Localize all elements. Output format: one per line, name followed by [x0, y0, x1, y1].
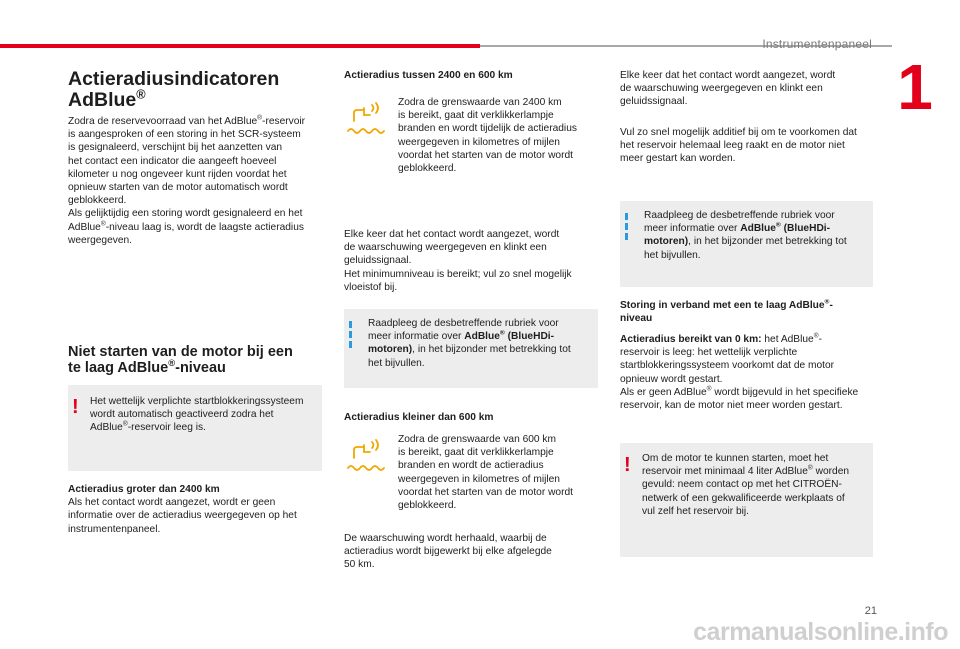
info-icon: [349, 321, 352, 348]
col2-para1: Elke keer dat het contact wordt aangezet, wordt de waarschuwing weergegeven en klinkt een geluidssignaal. Het minimumniveau is bereikt; vul zo snel mogelijk vloeistof bij.: [344, 229, 572, 293]
header-red-bar: [0, 44, 480, 48]
heading-2400-600: Actieradius tussen 2400 en 600 km: [344, 70, 513, 81]
section2-title: Niet starten van de motor bij een te laag AdBlue®-niveau: [68, 344, 293, 376]
storing-heading: Storing in verband met een te laag AdBlue®- niveau: [620, 298, 833, 325]
warning-text: Het wettelijk verplichte startblokkeringssysteem wordt automatisch geactiveerd zodra het AdBlue®-reservoir leeg is.: [90, 396, 304, 434]
col1-title: [68, 69, 323, 111]
col2-para2: De waarschuwing wordt herhaald, waarbij de actieradius wordt bijgewerkt bij elke afgelegde 50 km.: [344, 533, 552, 571]
header-title: Instrumentenpaneel: [762, 37, 872, 51]
icon2-text: Zodra de grenswaarde van 600 km is bereikt, gaat dit verklikkerlampje branden en wordt de actieradius weergegeven in kilometres of mijlen voordat het starten van de motor wordt geblokkeerd.: [398, 434, 573, 512]
range-gt-2400: Actieradius groter dan 2400 km Als het contact wordt aangezet, wordt er geen informatie over de actieradius weergegeven op het instrumentenpaneel.: [68, 483, 328, 536]
info-icon: [625, 213, 628, 240]
exclamation-icon: !: [624, 454, 631, 476]
info-text-col2: Raadpleeg de desbetreffende rubriek voor meer informatie over AdBlue® (BlueHDi- motoren), in het bijzonder met betrekking tot het bijvullen.: [368, 318, 571, 369]
title-line2: AdBlue: [68, 89, 137, 111]
adblue-warning-icon: [346, 99, 388, 139]
info-box-col3: [620, 201, 873, 287]
watermark: carmanualsonline.info: [693, 618, 948, 646]
range-gt-heading: Actieradius groter dan 2400 km: [68, 484, 220, 495]
col3-para1: Elke keer dat het contact wordt aangezet, wordt de waarschuwing weergegeven en klinkt een geluidssignaal.: [620, 70, 836, 108]
warning-box-col1: [68, 385, 322, 471]
zero-range-text: Actieradius bereikt van 0 km: het AdBlue®- reservoir is leeg: het wettelijk verplichte startblokkeringssysteem voorkomt dat de motor opnieuw wordt gestart. Als er geen AdBlue® wordt bijgevuld in het specifieke reservoir, kan de motor niet meer worden gestart.: [620, 332, 859, 412]
warning-box-col3: [620, 443, 873, 557]
warning-text-col3: Om de motor te kunnen starten, moet het reservoir met minimaal 4 liter AdBlue® worden gevuld: neem contact op met het CITROËN- netwerk of een gekwalificeerde werkplaats of vul zelf het reservoir bij.: [642, 453, 850, 517]
info-box-col2: [344, 309, 598, 388]
page-number: 21: [864, 605, 877, 617]
icon1-text: Zodra de grenswaarde van 2400 km is bereikt, gaat dit verklikkerlampje branden en wordt tijdelijk de actieradius weergegeven in kilometres of mijlen voordat het starten van de motor wordt geblokkeerd.: [398, 97, 577, 175]
heading-lt-600: Actieradius kleiner dan 600 km: [344, 412, 494, 423]
title-sup: ®: [136, 87, 146, 102]
exclamation-icon: !: [72, 396, 79, 418]
info-text-col3: Raadpleeg de desbetreffende rubriek voor meer informatie over AdBlue® (BlueHDi- motoren), in het bijzonder met betrekking tot het bijvullen.: [644, 210, 847, 261]
col3-para2: Vul zo snel mogelijk additief bij om te voorkomen dat het reservoir helemaal leeg raakt en de motor niet meer gestart kan worden.: [620, 127, 857, 165]
title-line1: Actieradiusindicatoren: [68, 68, 280, 90]
chapter-number: 1: [897, 51, 933, 123]
col1-intro: Zodra de reservevoorraad van het AdBlue®-reservoir is aangesproken of een storing in het SCR-systeem is gesignaleerd, verschijnt bij het aanzetten van het contact een indicator die aangeeft hoeveel kilometer u nog ongeveer kunt rijden voordat het opnieuw starten van de motor automatisch wordt geblokkeerd. Als gelijktijdig een storing wordt gesignaleerd en het AdBlue®-niveau laag is, wordt de laagste actieradius weergegeven.: [68, 114, 306, 246]
adblue-warning-icon: [346, 436, 388, 476]
